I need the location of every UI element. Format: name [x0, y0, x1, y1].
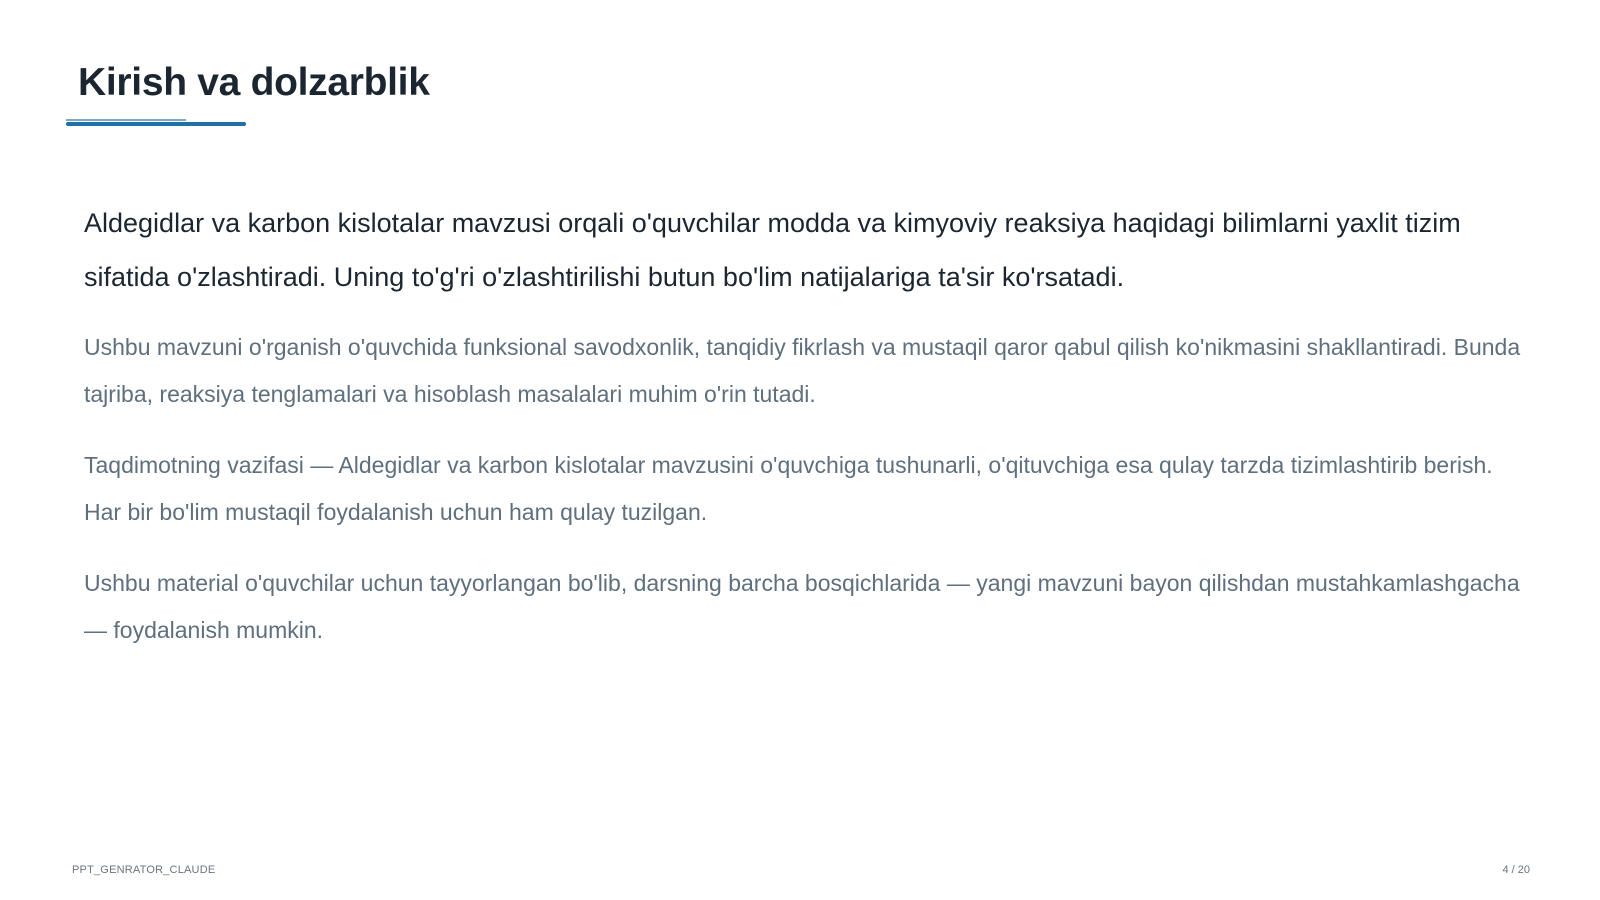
slide-title: Kirish va dolzarblik	[78, 61, 430, 104]
body-paragraph-1: Ushbu mavzuni o'rganish o'quvchida funksional savodxonlik, tanqidiy fikrlash va mustaqil qaror qabul qilish ko'nikmasini shakllantiradi. Bunda tajriba, reaksiya tenglamalari va hisoblash masalalari muhim o'rin tutadi.	[84, 334, 1521, 407]
body-paragraph-2: Taqdimotning vazifasi — Aldegidlar va karbon kislotalar mavzusini o'quvchiga tushunarli, o'qituvchiga esa qulay tarzda tizimlashtirib berish. Har bir bo'lim mustaqil foydalanish uchun ham qulay tuzilgan.	[84, 452, 1493, 525]
lead-paragraph: Aldegidlar va karbon kislotalar mavzusi orqali o'quvchilar modda va kimyoviy reaksiya haqidagi bilimlarni yaxlit tizim sifatida o'zlashtiradi. Uning to'g'ri o'zlashtirilishi butun bo'lim natijalariga ta'sir ko'rsatadi.	[84, 208, 1461, 292]
footer-source: PPT_GENRATOR_CLAUDE	[72, 864, 216, 876]
title-underline	[66, 122, 246, 126]
page-number: 4 / 20	[1502, 864, 1530, 876]
title-underline-accent	[66, 119, 186, 121]
body-paragraph-3: Ushbu material o'quvchilar uchun tayyorlangan bo'lib, darsning barcha bosqichlarida — yangi mavzuni bayon qilishdan mustahkamlashgacha — foydalanish mumkin.	[84, 570, 1520, 643]
slide-content	[84, 196, 1524, 678]
